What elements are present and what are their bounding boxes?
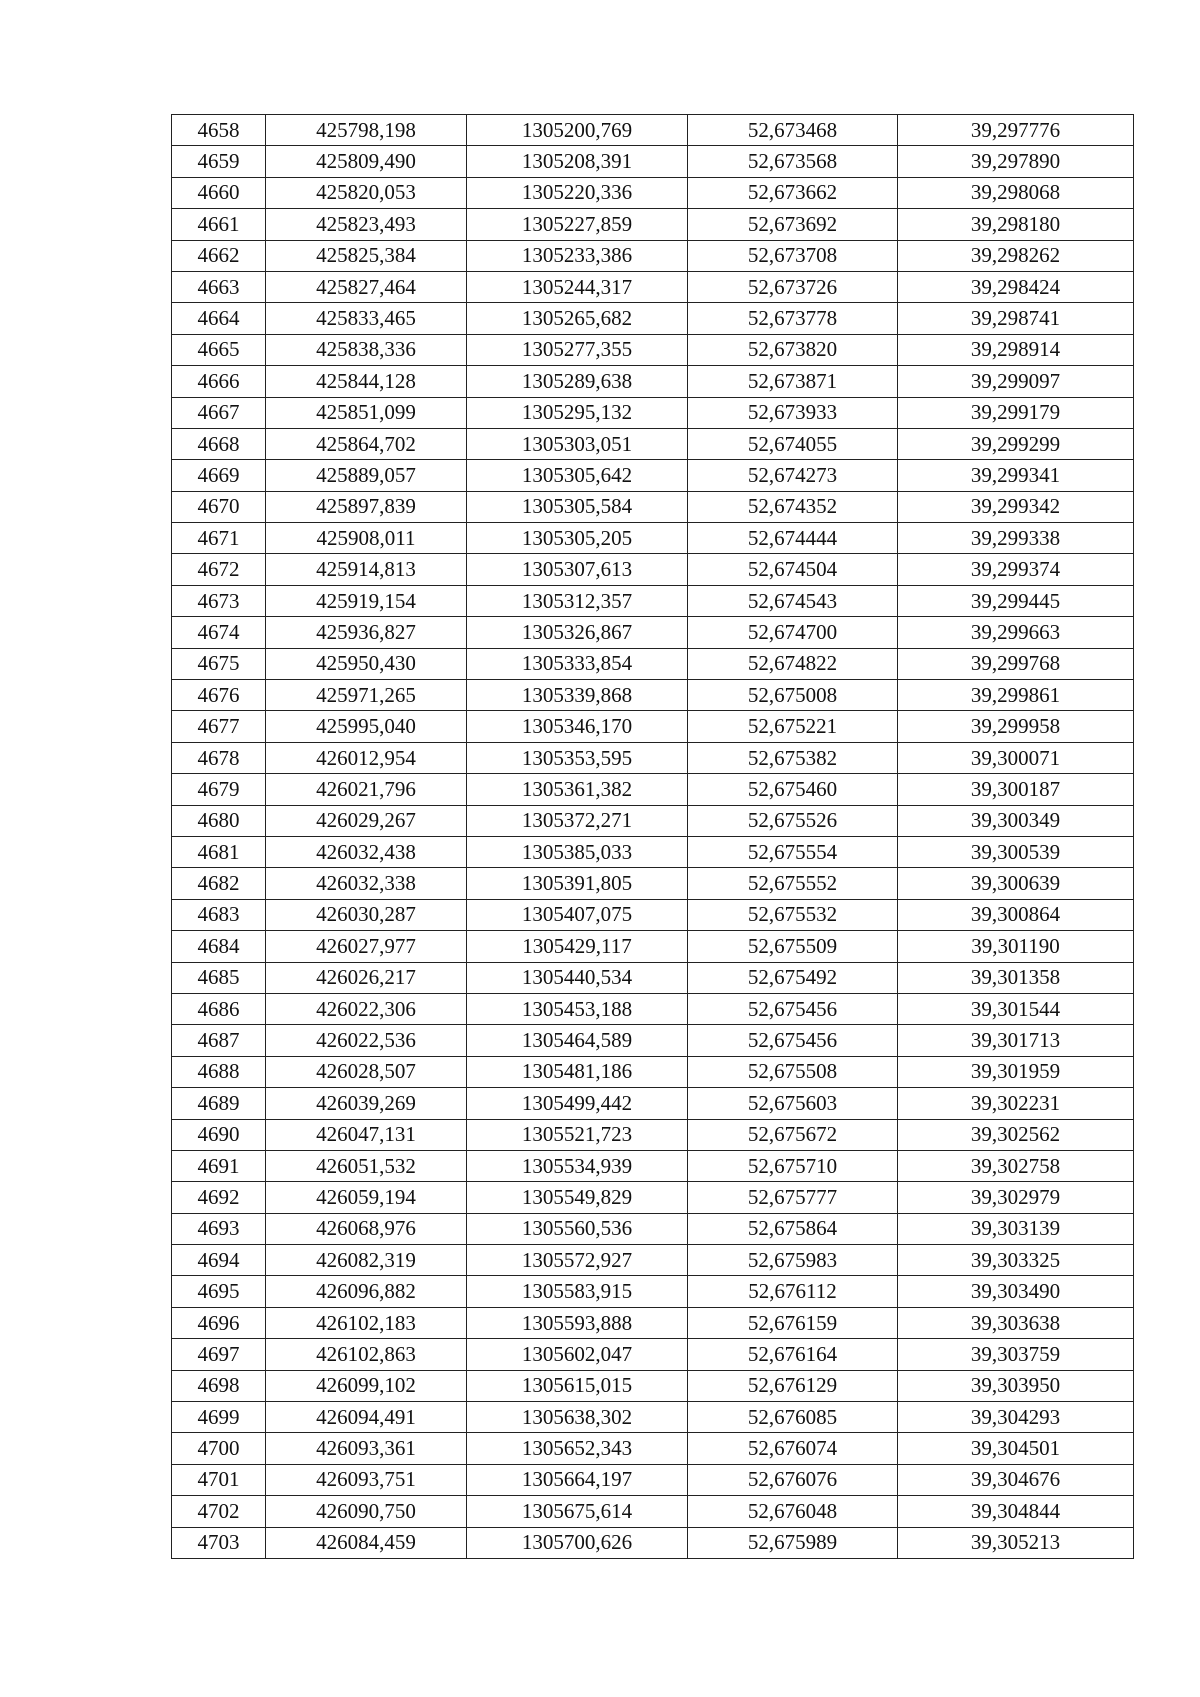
latitude-cell: 52,675526 [688,805,898,836]
x-coordinate-cell: 425995,040 [266,711,467,742]
x-coordinate-cell: 426032,438 [266,836,467,867]
x-coordinate-cell: 425919,154 [266,585,467,616]
longitude-cell: 39,299299 [898,428,1134,459]
table-row [172,1496,1134,1527]
y-coordinate-cell: 1305385,033 [467,836,688,867]
y-coordinate-cell: 1305440,534 [467,962,688,993]
y-coordinate-cell: 1305305,205 [467,523,688,554]
longitude-cell: 39,300187 [898,774,1134,805]
coordinates-table [171,114,1134,1559]
latitude-cell: 52,674352 [688,491,898,522]
table-row [172,177,1134,208]
y-coordinate-cell: 1305200,769 [467,115,688,146]
x-coordinate-cell: 425820,053 [266,177,467,208]
point-number-cell: 4658 [172,115,266,146]
longitude-cell: 39,302562 [898,1119,1134,1150]
x-coordinate-cell: 425889,057 [266,460,467,491]
latitude-cell: 52,675382 [688,742,898,773]
point-number-cell: 4690 [172,1119,266,1150]
x-coordinate-cell: 426093,751 [266,1464,467,1495]
latitude-cell: 52,673692 [688,209,898,240]
y-coordinate-cell: 1305265,682 [467,303,688,334]
longitude-cell: 39,304501 [898,1433,1134,1464]
y-coordinate-cell: 1305615,015 [467,1370,688,1401]
y-coordinate-cell: 1305675,614 [467,1496,688,1527]
x-coordinate-cell: 425809,490 [266,146,467,177]
point-number-cell: 4671 [172,523,266,554]
latitude-cell: 52,675552 [688,868,898,899]
point-number-cell: 4702 [172,1496,266,1527]
point-number-cell: 4660 [172,177,266,208]
x-coordinate-cell: 426094,491 [266,1402,467,1433]
x-coordinate-cell: 426026,217 [266,962,467,993]
latitude-cell: 52,674543 [688,585,898,616]
y-coordinate-cell: 1305333,854 [467,648,688,679]
point-number-cell: 4664 [172,303,266,334]
longitude-cell: 39,299445 [898,585,1134,616]
longitude-cell: 39,299958 [898,711,1134,742]
point-number-cell: 4672 [172,554,266,585]
latitude-cell: 52,673871 [688,366,898,397]
point-number-cell: 4667 [172,397,266,428]
y-coordinate-cell: 1305361,382 [467,774,688,805]
y-coordinate-cell: 1305652,343 [467,1433,688,1464]
y-coordinate-cell: 1305407,075 [467,899,688,930]
latitude-cell: 52,674504 [688,554,898,585]
longitude-cell: 39,301190 [898,931,1134,962]
longitude-cell: 39,299097 [898,366,1134,397]
longitude-cell: 39,298262 [898,240,1134,271]
table-row [172,554,1134,585]
x-coordinate-cell: 425864,702 [266,428,467,459]
point-number-cell: 4680 [172,805,266,836]
longitude-cell: 39,298424 [898,271,1134,302]
point-number-cell: 4668 [172,428,266,459]
latitude-cell: 52,673708 [688,240,898,271]
table-row [172,742,1134,773]
y-coordinate-cell: 1305499,442 [467,1088,688,1119]
table-row [172,1307,1134,1338]
x-coordinate-cell: 426102,863 [266,1339,467,1370]
x-coordinate-cell: 426102,183 [266,1307,467,1338]
y-coordinate-cell: 1305244,317 [467,271,688,302]
y-coordinate-cell: 1305664,197 [467,1464,688,1495]
y-coordinate-cell: 1305353,595 [467,742,688,773]
latitude-cell: 52,673933 [688,397,898,428]
x-coordinate-cell: 425844,128 [266,366,467,397]
table-row [172,146,1134,177]
latitude-cell: 52,675710 [688,1150,898,1181]
point-number-cell: 4661 [172,209,266,240]
longitude-cell: 39,303139 [898,1213,1134,1244]
point-number-cell: 4659 [172,146,266,177]
table-row [172,1339,1134,1370]
x-coordinate-cell: 426096,882 [266,1276,467,1307]
longitude-cell: 39,301713 [898,1025,1134,1056]
point-number-cell: 4701 [172,1464,266,1495]
table-row [172,648,1134,679]
latitude-cell: 52,676076 [688,1464,898,1495]
y-coordinate-cell: 1305227,859 [467,209,688,240]
x-coordinate-cell: 426082,319 [266,1245,467,1276]
x-coordinate-cell: 425798,198 [266,115,467,146]
document-page [171,114,1133,1559]
y-coordinate-cell: 1305638,302 [467,1402,688,1433]
y-coordinate-cell: 1305583,915 [467,1276,688,1307]
table-row [172,1370,1134,1401]
point-number-cell: 4673 [172,585,266,616]
table-row [172,868,1134,899]
x-coordinate-cell: 426068,976 [266,1213,467,1244]
x-coordinate-cell: 425950,430 [266,648,467,679]
x-coordinate-cell: 426047,131 [266,1119,467,1150]
longitude-cell: 39,300864 [898,899,1134,930]
y-coordinate-cell: 1305277,355 [467,334,688,365]
table-row [172,1402,1134,1433]
table-row [172,1527,1134,1558]
point-number-cell: 4666 [172,366,266,397]
y-coordinate-cell: 1305208,391 [467,146,688,177]
latitude-cell: 52,675460 [688,774,898,805]
point-number-cell: 4685 [172,962,266,993]
point-number-cell: 4662 [172,240,266,271]
latitude-cell: 52,676159 [688,1307,898,1338]
x-coordinate-cell: 425897,839 [266,491,467,522]
point-number-cell: 4669 [172,460,266,491]
point-number-cell: 4676 [172,680,266,711]
y-coordinate-cell: 1305453,188 [467,993,688,1024]
x-coordinate-cell: 425851,099 [266,397,467,428]
point-number-cell: 4692 [172,1182,266,1213]
table-row [172,303,1134,334]
table-row [172,1245,1134,1276]
point-number-cell: 4698 [172,1370,266,1401]
x-coordinate-cell: 426090,750 [266,1496,467,1527]
longitude-cell: 39,298068 [898,177,1134,208]
x-coordinate-cell: 425827,464 [266,271,467,302]
y-coordinate-cell: 1305521,723 [467,1119,688,1150]
longitude-cell: 39,303950 [898,1370,1134,1401]
x-coordinate-cell: 426030,287 [266,899,467,930]
table-row [172,1119,1134,1150]
latitude-cell: 52,675508 [688,1056,898,1087]
point-number-cell: 4693 [172,1213,266,1244]
table-row [172,774,1134,805]
latitude-cell: 52,675456 [688,1025,898,1056]
x-coordinate-cell: 426051,532 [266,1150,467,1181]
latitude-cell: 52,676085 [688,1402,898,1433]
longitude-cell: 39,300539 [898,836,1134,867]
longitude-cell: 39,302758 [898,1150,1134,1181]
longitude-cell: 39,303490 [898,1276,1134,1307]
longitude-cell: 39,301959 [898,1056,1134,1087]
y-coordinate-cell: 1305233,386 [467,240,688,271]
latitude-cell: 52,676164 [688,1339,898,1370]
point-number-cell: 4694 [172,1245,266,1276]
y-coordinate-cell: 1305312,357 [467,585,688,616]
latitude-cell: 52,673662 [688,177,898,208]
point-number-cell: 4697 [172,1339,266,1370]
table-row [172,428,1134,459]
table-row [172,1213,1134,1244]
latitude-cell: 52,676129 [688,1370,898,1401]
x-coordinate-cell: 426012,954 [266,742,467,773]
point-number-cell: 4663 [172,271,266,302]
x-coordinate-cell: 426027,977 [266,931,467,962]
x-coordinate-cell: 425833,465 [266,303,467,334]
longitude-cell: 39,299861 [898,680,1134,711]
latitude-cell: 52,674700 [688,617,898,648]
point-number-cell: 4699 [172,1402,266,1433]
y-coordinate-cell: 1305700,626 [467,1527,688,1558]
table-row [172,334,1134,365]
point-number-cell: 4696 [172,1307,266,1338]
point-number-cell: 4678 [172,742,266,773]
point-number-cell: 4700 [172,1433,266,1464]
latitude-cell: 52,675532 [688,899,898,930]
y-coordinate-cell: 1305307,613 [467,554,688,585]
y-coordinate-cell: 1305464,589 [467,1025,688,1056]
y-coordinate-cell: 1305372,271 [467,805,688,836]
y-coordinate-cell: 1305560,536 [467,1213,688,1244]
x-coordinate-cell: 425936,827 [266,617,467,648]
point-number-cell: 4691 [172,1150,266,1181]
latitude-cell: 52,676112 [688,1276,898,1307]
table-row [172,1464,1134,1495]
x-coordinate-cell: 425825,384 [266,240,467,271]
table-row [172,271,1134,302]
table-row [172,1025,1134,1056]
longitude-cell: 39,297890 [898,146,1134,177]
longitude-cell: 39,304844 [898,1496,1134,1527]
table-row [172,680,1134,711]
latitude-cell: 52,675983 [688,1245,898,1276]
longitude-cell: 39,299663 [898,617,1134,648]
y-coordinate-cell: 1305346,170 [467,711,688,742]
x-coordinate-cell: 425971,265 [266,680,467,711]
y-coordinate-cell: 1305289,638 [467,366,688,397]
table-row [172,209,1134,240]
point-number-cell: 4684 [172,931,266,962]
latitude-cell: 52,673778 [688,303,898,334]
latitude-cell: 52,673726 [688,271,898,302]
latitude-cell: 52,673820 [688,334,898,365]
latitude-cell: 52,674055 [688,428,898,459]
table-row [172,115,1134,146]
table-row [172,962,1134,993]
point-number-cell: 4670 [172,491,266,522]
latitude-cell: 52,675864 [688,1213,898,1244]
table-row [172,1433,1134,1464]
point-number-cell: 4679 [172,774,266,805]
point-number-cell: 4703 [172,1527,266,1558]
longitude-cell: 39,298180 [898,209,1134,240]
table-row [172,366,1134,397]
y-coordinate-cell: 1305305,584 [467,491,688,522]
x-coordinate-cell: 426029,267 [266,805,467,836]
x-coordinate-cell: 425908,011 [266,523,467,554]
table-row [172,397,1134,428]
point-number-cell: 4683 [172,899,266,930]
y-coordinate-cell: 1305295,132 [467,397,688,428]
y-coordinate-cell: 1305429,117 [467,931,688,962]
y-coordinate-cell: 1305572,927 [467,1245,688,1276]
y-coordinate-cell: 1305220,336 [467,177,688,208]
latitude-cell: 52,675456 [688,993,898,1024]
longitude-cell: 39,298914 [898,334,1134,365]
longitude-cell: 39,302979 [898,1182,1134,1213]
table-row [172,1182,1134,1213]
x-coordinate-cell: 426022,536 [266,1025,467,1056]
latitude-cell: 52,675603 [688,1088,898,1119]
longitude-cell: 39,303759 [898,1339,1134,1370]
longitude-cell: 39,301544 [898,993,1134,1024]
longitude-cell: 39,304293 [898,1402,1134,1433]
x-coordinate-cell: 426059,194 [266,1182,467,1213]
x-coordinate-cell: 426099,102 [266,1370,467,1401]
latitude-cell: 52,673468 [688,115,898,146]
y-coordinate-cell: 1305391,805 [467,868,688,899]
longitude-cell: 39,299338 [898,523,1134,554]
longitude-cell: 39,300349 [898,805,1134,836]
y-coordinate-cell: 1305549,829 [467,1182,688,1213]
latitude-cell: 52,675672 [688,1119,898,1150]
longitude-cell: 39,299341 [898,460,1134,491]
point-number-cell: 4689 [172,1088,266,1119]
y-coordinate-cell: 1305305,642 [467,460,688,491]
point-number-cell: 4665 [172,334,266,365]
table-row [172,617,1134,648]
table-row [172,805,1134,836]
x-coordinate-cell: 425914,813 [266,554,467,585]
latitude-cell: 52,675989 [688,1527,898,1558]
x-coordinate-cell: 425838,336 [266,334,467,365]
latitude-cell: 52,674273 [688,460,898,491]
point-number-cell: 4688 [172,1056,266,1087]
x-coordinate-cell: 426032,338 [266,868,467,899]
longitude-cell: 39,302231 [898,1088,1134,1119]
longitude-cell: 39,299179 [898,397,1134,428]
longitude-cell: 39,297776 [898,115,1134,146]
table-row [172,931,1134,962]
table-row [172,711,1134,742]
longitude-cell: 39,304676 [898,1464,1134,1495]
table-row [172,836,1134,867]
table-row [172,240,1134,271]
latitude-cell: 52,675777 [688,1182,898,1213]
coordinates-table-body [172,115,1134,1559]
x-coordinate-cell: 426028,507 [266,1056,467,1087]
point-number-cell: 4695 [172,1276,266,1307]
longitude-cell: 39,303638 [898,1307,1134,1338]
point-number-cell: 4686 [172,993,266,1024]
table-row [172,523,1134,554]
longitude-cell: 39,305213 [898,1527,1134,1558]
point-number-cell: 4681 [172,836,266,867]
y-coordinate-cell: 1305326,867 [467,617,688,648]
latitude-cell: 52,675221 [688,711,898,742]
latitude-cell: 52,673568 [688,146,898,177]
y-coordinate-cell: 1305481,186 [467,1056,688,1087]
y-coordinate-cell: 1305339,868 [467,680,688,711]
table-row [172,460,1134,491]
y-coordinate-cell: 1305534,939 [467,1150,688,1181]
latitude-cell: 52,674444 [688,523,898,554]
longitude-cell: 39,299768 [898,648,1134,679]
latitude-cell: 52,674822 [688,648,898,679]
point-number-cell: 4675 [172,648,266,679]
x-coordinate-cell: 426022,306 [266,993,467,1024]
x-coordinate-cell: 426039,269 [266,1088,467,1119]
point-number-cell: 4674 [172,617,266,648]
table-row [172,899,1134,930]
latitude-cell: 52,676048 [688,1496,898,1527]
table-row [172,491,1134,522]
table-row [172,1150,1134,1181]
table-row [172,1276,1134,1307]
latitude-cell: 52,675509 [688,931,898,962]
longitude-cell: 39,300071 [898,742,1134,773]
point-number-cell: 4677 [172,711,266,742]
x-coordinate-cell: 426093,361 [266,1433,467,1464]
y-coordinate-cell: 1305593,888 [467,1307,688,1338]
longitude-cell: 39,301358 [898,962,1134,993]
table-row [172,585,1134,616]
table-row [172,1088,1134,1119]
y-coordinate-cell: 1305303,051 [467,428,688,459]
longitude-cell: 39,299342 [898,491,1134,522]
x-coordinate-cell: 426084,459 [266,1527,467,1558]
latitude-cell: 52,675554 [688,836,898,867]
latitude-cell: 52,676074 [688,1433,898,1464]
x-coordinate-cell: 425823,493 [266,209,467,240]
point-number-cell: 4682 [172,868,266,899]
y-coordinate-cell: 1305602,047 [467,1339,688,1370]
point-number-cell: 4687 [172,1025,266,1056]
longitude-cell: 39,299374 [898,554,1134,585]
table-row [172,1056,1134,1087]
longitude-cell: 39,298741 [898,303,1134,334]
table-row [172,993,1134,1024]
longitude-cell: 39,303325 [898,1245,1134,1276]
latitude-cell: 52,675008 [688,680,898,711]
longitude-cell: 39,300639 [898,868,1134,899]
latitude-cell: 52,675492 [688,962,898,993]
x-coordinate-cell: 426021,796 [266,774,467,805]
